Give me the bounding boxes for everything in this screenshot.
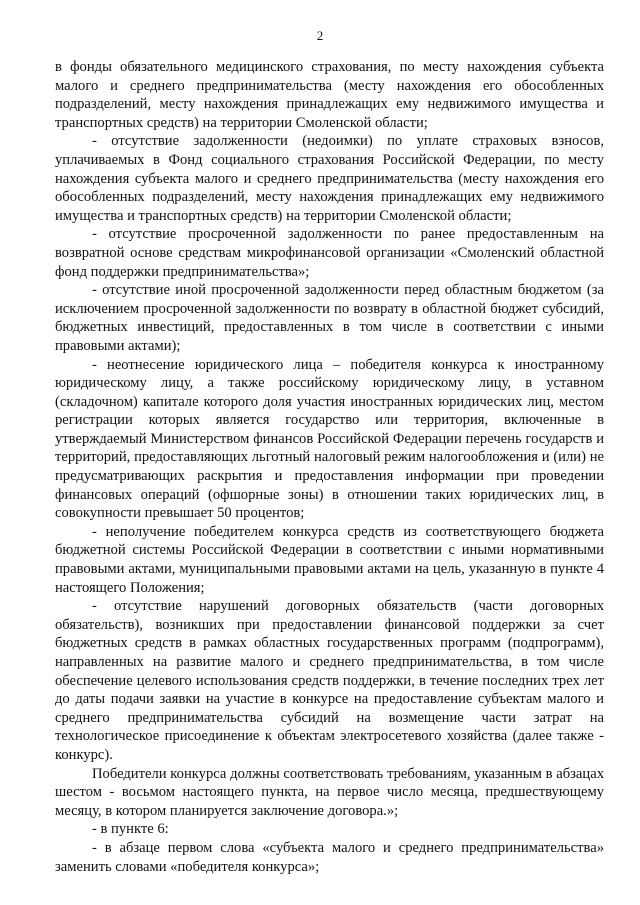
page-number: 2 — [316, 28, 324, 43]
paragraph: - отсутствие задолженности (недоимки) по уплате страховых взносов, уплачиваемых в Фонд социального страхования Российской Федерации, по месту нахождения субъекта малого и среднего предпринимательства (месту нахождения его обособленных подразделений, месту нахождения принадлежащих ему недвижимого имущества и транспортных средств) на территории Смоленской области; — [55, 133, 604, 224]
paragraph: - неполучение победителем конкурса средств из соответствующего бюджета бюджетной системы Российской Федерации в соответствии с иными нормативными правовыми актами, муниципальными правовыми актами на цель, указанную в пункте 4 настоящего Положения; — [55, 523, 604, 596]
paragraph: - отсутствие просроченной задолженности по ранее предоставленным на возвратной основе средствам микрофинансовой организации «Смоленский областной фонд поддержки предпринимательства»; — [55, 226, 604, 280]
paragraph: - неотнесение юридического лица – победителя конкурса к иностранному юридическому лицу, а также российскому юридическому лицу, в уставном (складочном) капитале которого доля участия иностранных юридических лиц, местом регистрации которых является государство или территория, включенные в утверждаемый Министерством финансов Российской Федерации перечень государств и территорий, предоставляющих льготный налоговый режим налогообложения и (или) не предусматривающих раскрытия и предоставления информации при проведении финансовых операций (офшорные зоны) в отношении таких юридических лиц, в совокупности превышает 50 процентов; — [55, 356, 604, 522]
paragraph: - отсутствие иной просроченной задолженности перед областным бюджетом (за исключением просроченной задолженности по возврату в областной бюджет субсидий, бюджетных инвестиций, предоставленных в том числе в соответствии с иными правовыми актами); — [55, 282, 604, 354]
paragraph: - в абзаце первом слова «субъекта малого и среднего предпринимательства» заменить словами «победителя конкурса»; — [55, 839, 604, 875]
paragraph: Победители конкурса должны соответствовать требованиям, указанным в абзацах шестом - восьмом настоящего пункта, на первое число месяца, предшествующему месяцу, в котором планируется заключение договора.»; — [55, 765, 604, 819]
paragraph: - в пункте 6: — [92, 821, 169, 838]
paragraph: - отсутствие нарушений договорных обязательств (части договорных обязательств), возникших при предоставлении финансовой поддержки за счет бюджетных средств в рамках областных государственных программ (подпрограмм), направленных на развитие малого и среднего предпринимательства, в том числе обеспечение целевого использования средств поддержки, в течение последних трех лет до даты подачи заявки на участие в конкурсе на предоставление субъектам малого и среднего предпринимательства субсидий на возмещение части затрат на технологическое присоединение к объектам электросетевого хозяйства (далее также - конкурс). — [55, 598, 604, 763]
document-body — [55, 58, 604, 876]
paragraph: в фонды обязательного медицинского страхования, по месту нахождения субъекта малого и среднего предпринимательства (месту нахождения его обособленных подразделений, месту нахождения принадлежащих ему недвижимого имущества и транспортных средств) на территории Смоленской области; — [55, 59, 604, 131]
